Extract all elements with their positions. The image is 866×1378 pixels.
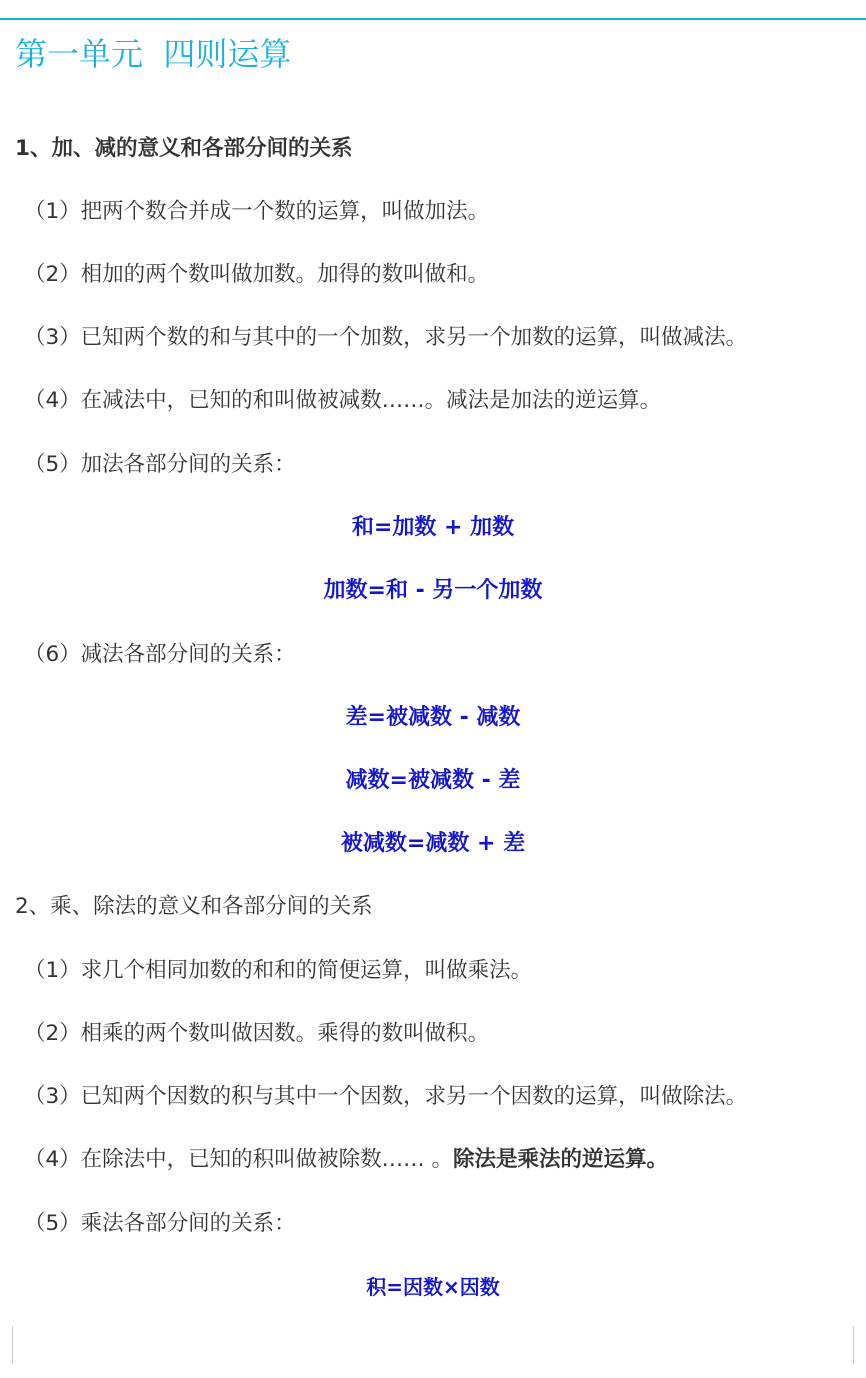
top-divider xyxy=(0,18,866,20)
section-1-item-2: （2）相加的两个数叫做加数。加得的数叫做和。 xyxy=(24,262,490,287)
section-2-item-2: （2）相乘的两个数叫做因数。乘得的数叫做积。 xyxy=(24,1021,490,1046)
section-2-heading: 2、乘、除法的意义和各部分间的关系 xyxy=(15,894,373,919)
section-2-item-3: （3）已知两个因数的积与其中一个因数，求另一个因数的运算，叫做除法。 xyxy=(24,1084,748,1109)
page-corner-right xyxy=(853,1326,864,1364)
subtraction-formula-3: 被减数=减数 + 差 xyxy=(340,831,526,856)
section-2-item-4 xyxy=(0,1143,866,1177)
page-corner-left xyxy=(2,1326,13,1364)
page-title: 第一单元 四则运算 xyxy=(15,35,292,73)
section-1-item-6: （6）减法各部分间的关系： xyxy=(24,642,296,667)
section-2-item-5: （5）乘法各部分间的关系： xyxy=(24,1211,296,1236)
section-1-heading: 1、加、减的意义和各部分间的关系 xyxy=(15,136,353,161)
section-1-item-5: （5）加法各部分间的关系： xyxy=(24,452,296,477)
section-2-item-4-emphasis: 除法是乘法的逆运算。 xyxy=(453,1147,669,1172)
section-2-item-1: （1）求几个相同加数的和和的简便运算，叫做乘法。 xyxy=(24,958,533,983)
subtraction-formula-2: 减数=被减数 - 差 xyxy=(345,768,521,793)
subtraction-formula-1: 差=被减数 - 减数 xyxy=(345,705,521,730)
addition-formula-1: 和=加数 + 加数 xyxy=(351,515,515,540)
section-1-item-3: （3）已知两个数的和与其中的一个加数，求另一个加数的运算，叫做减法。 xyxy=(24,325,748,350)
section-1-item-4: （4）在减法中，已知的和叫做被减数……。减法是加法的逆运算。 xyxy=(24,388,662,413)
multiplication-formula-1: 积=因数×因数 xyxy=(366,1275,500,1299)
section-2-item-4-text: （4）在除法中，已知的积叫做被除数…… 。 xyxy=(24,1147,454,1172)
addition-formula-2: 加数=和 - 另一个加数 xyxy=(323,578,543,603)
section-1-item-1: （1）把两个数合并成一个数的运算，叫做加法。 xyxy=(24,199,490,224)
